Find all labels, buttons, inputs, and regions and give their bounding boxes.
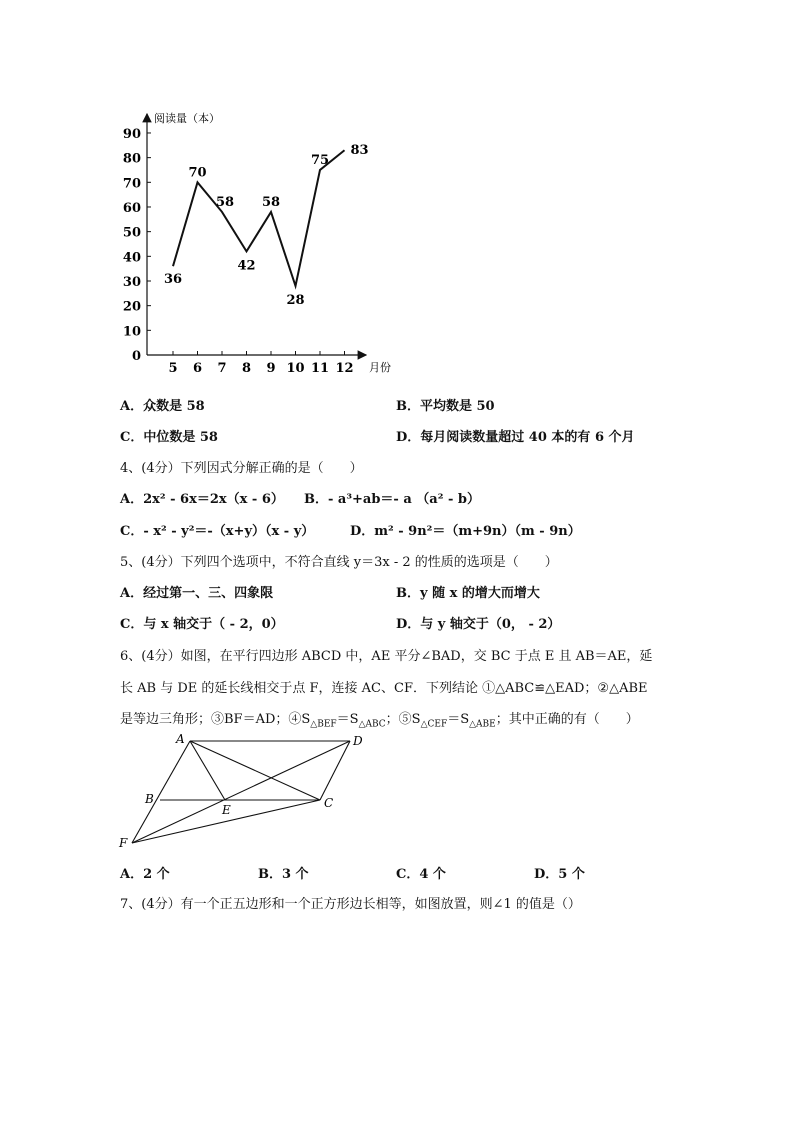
point-f-label: F [119,836,128,850]
q5-stem: 5、(4分）下列四个选项中，不符合直线 y＝3x - 2 的性质的选项是（ ） [120,555,558,570]
q5-option-b[interactable]: B．y 随 x 的增大而增大 [396,586,540,601]
q4-option-b[interactable]: B．- a³+ab＝- a （a² - b） [304,492,480,507]
q6-sub-abc: △ABC [358,719,386,730]
x-tick-label: 7 [217,361,227,376]
data-label: 42 [237,258,256,274]
q6-eq1: ＝S [336,712,359,727]
y-tick-label: 50 [122,225,141,241]
q6-line3-start: 是等边三角形；③BF＝AD；④S [120,712,311,727]
y-axis-label: 阅读量（本） [154,112,220,125]
data-label: 58 [215,194,235,210]
point-b-label: B [145,792,154,806]
data-label: 58 [261,194,281,210]
y-tick-label: 20 [122,299,141,315]
y-tick-label: 30 [122,274,141,290]
y-tick-label: 90 [122,126,141,142]
x-tick-label: 11 [310,361,330,376]
point-d-label: D [353,734,363,748]
x-axis-label: 月份 [369,361,391,374]
q4-stem: 4、(4分）下列因式分解正确的是（ ） [120,461,363,476]
q6-stem-line2: 长 AB 与 DE 的延长线相交于点 F，连接 AC、CF．下列结论 ①△ABC≌△EAD；②△ABE [120,681,648,696]
q7-stem: 7、(4分）有一个正五边形和一个正方形边长相等，如图放置，则∠1 的值是（） [120,897,581,912]
segment-dc [320,741,350,800]
q6-eq2: ＝S [447,712,470,727]
segment-ae [190,741,225,800]
q6-sub-abe: △ABE [469,719,496,730]
segment-af [132,741,190,843]
x-tick-label: 9 [266,361,276,376]
segment-ac [190,741,320,800]
q5-option-a[interactable]: A．经过第一、三、四象限 [120,586,274,601]
y-tick-label: 70 [122,176,141,192]
x-tick-label: 6 [192,361,203,376]
point-c-label: C [324,796,334,810]
y-tick-label: 60 [122,200,141,216]
y-tick-label: 10 [122,324,141,340]
data-label: 70 [188,165,207,181]
q3-option-a[interactable]: A．众数是 58 [120,399,205,414]
q6-option-a[interactable]: A．2 个 [120,867,170,882]
q5-option-d[interactable]: D．与 y 轴交于（0， - 2） [396,617,561,632]
data-label: 36 [163,272,183,288]
q6-stem-line3 [120,708,639,730]
segment-df [132,741,350,843]
q4-option-c[interactable]: C．- x² - y²＝-（x+y）（x - y） [120,524,315,539]
q6-option-b[interactable]: B．3 个 [258,867,309,882]
x-tick-label: 5 [168,361,178,376]
q6-option-d[interactable]: D．5 个 [534,867,585,882]
q3-option-c[interactable]: C．中位数是 58 [120,430,218,445]
point-e-label: E [222,803,231,817]
data-label: 83 [350,143,369,159]
q6-sub-bef: △BEF [310,719,337,730]
q6-sep: ；⑤S [385,712,421,727]
data-label: 75 [310,152,330,168]
x-tick-label: 8 [241,361,252,376]
parallelogram-figure [110,730,380,855]
y-tick-label: 80 [122,151,141,167]
x-tick-label: 12 [335,361,354,376]
q6-line3-end: ；其中正确的有（ ） [495,712,639,727]
q3-option-d[interactable]: D．每月阅读数量超过 40 本的有 6 个月 [396,430,635,445]
q6-option-c[interactable]: C．4 个 [396,867,446,882]
q4-option-a[interactable]: A．2x² - 6x＝2x（x - 6） [120,492,284,507]
y-tick-label: 0 [131,349,141,364]
q3-option-b[interactable]: B．平均数是 50 [396,399,495,414]
reading-line-chart [110,100,410,380]
y-tick-label: 40 [122,250,141,266]
point-a-label: A [176,732,185,746]
q6-sub-cef: △CEF [420,719,448,730]
q4-option-d[interactable]: D．m² - 9n²＝（m+9n）（m - 9n） [350,524,581,539]
q6-stem-line1: 6、(4分）如图，在平行四边形 ABCD 中，AE 平分∠BAD，交 BC 于点 E 且 AB＝AE，延 [120,649,653,664]
data-label: 28 [286,292,305,308]
x-tick-label: 10 [286,361,305,376]
q5-option-c[interactable]: C．与 x 轴交于（ - 2，0） [120,617,284,632]
